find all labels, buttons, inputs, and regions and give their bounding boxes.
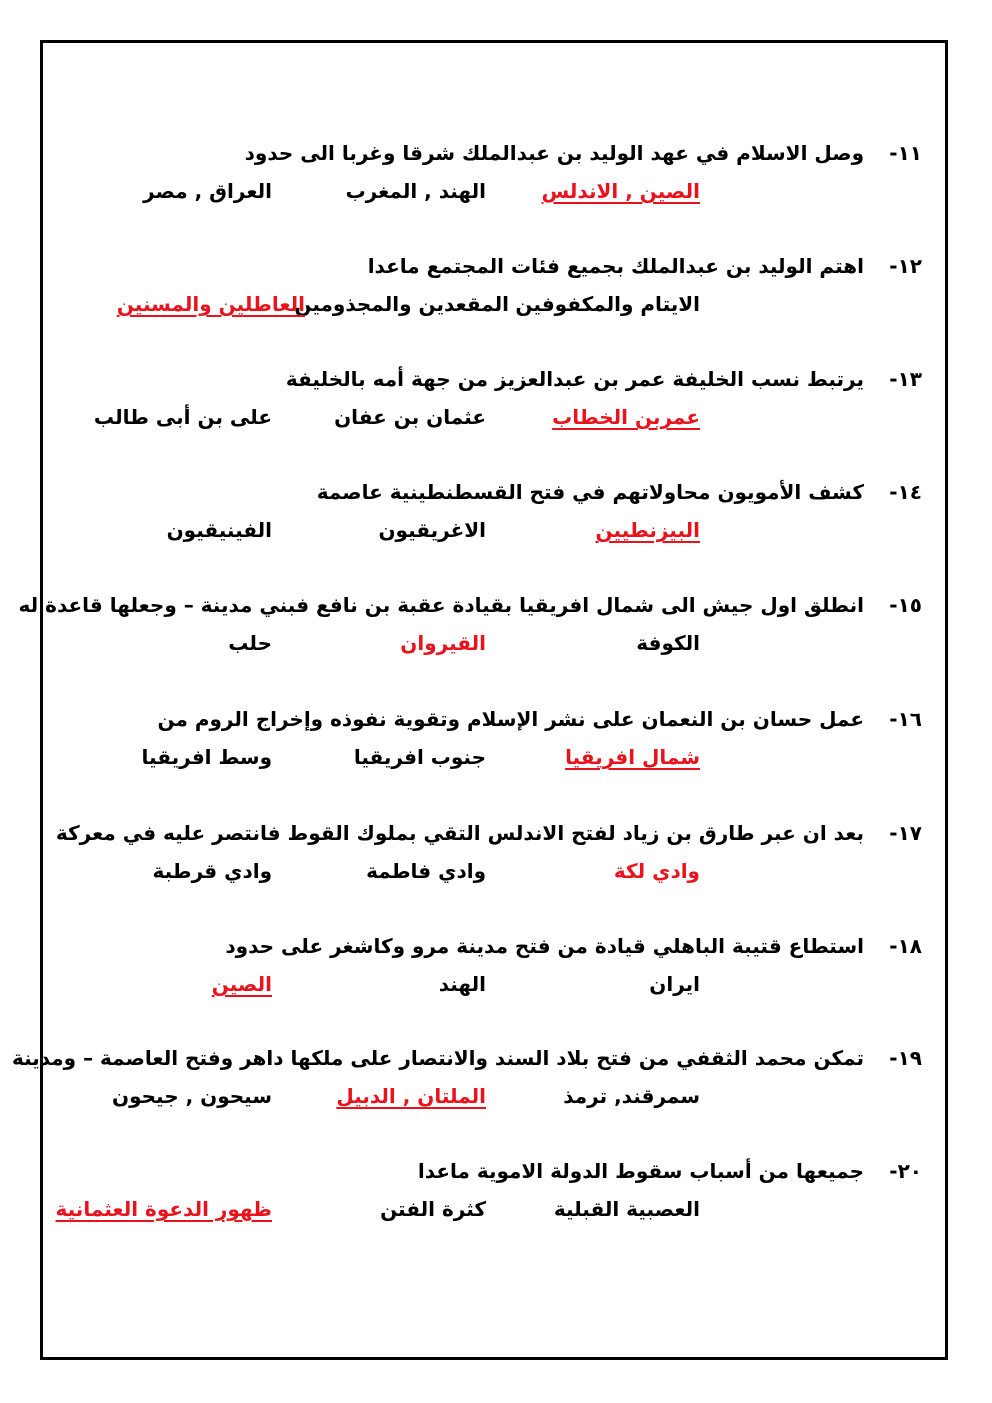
option: المقعدين والمجذومين xyxy=(294,292,509,316)
question-text: وصل الاسلام في عهد الوليد بن عبدالملك شرقا وغربا الى حدود xyxy=(244,141,864,165)
option: سمرقند, ترمذ xyxy=(563,1084,700,1108)
question-20 xyxy=(55,1156,922,1266)
question-text: كشف الأمويون محاولاتهم في فتح القسطنطينية عاصمة xyxy=(316,480,864,504)
question-stem xyxy=(19,590,922,620)
option-correct: وادي لكة xyxy=(613,859,700,883)
option: الهند xyxy=(438,972,486,996)
option: على بن أبى طالب xyxy=(93,405,272,429)
question-stem xyxy=(317,477,922,507)
option: حلب xyxy=(228,631,272,655)
option-correct: الملتان , الدبيل xyxy=(336,1084,486,1108)
option: وادي فاطمة xyxy=(366,859,486,883)
question-17 xyxy=(55,818,922,928)
question-number: ١٣- xyxy=(889,367,922,391)
question-stem xyxy=(286,364,922,394)
option: العصبية القبلية xyxy=(553,1197,700,1221)
question-number: ١٦- xyxy=(889,707,922,731)
question-stem xyxy=(157,704,922,734)
option-correct: العاطلين والمسنين xyxy=(116,292,305,316)
question-text: يرتبط نسب الخليفة عمر بن عبدالعزيز من جهة أمه بالخليفة xyxy=(285,367,864,391)
option-correct: الصين xyxy=(211,972,272,996)
option: العراق , مصر xyxy=(143,179,272,203)
question-text: اهتم الوليد بن عبدالملك بجميع فئات المجتمع ماعدا xyxy=(367,254,864,278)
question-number: ١١- xyxy=(889,141,922,165)
question-16 xyxy=(60,704,922,814)
option-correct: عمربن الخطاب xyxy=(552,405,700,429)
question-text: عمل حسان بن النعمان على نشر الإسلام وتقوية نفوذه وإخراج الروم من xyxy=(157,707,864,731)
option: جنوب افريقيا xyxy=(353,745,486,769)
question-18 xyxy=(60,931,922,1041)
question-number: ١٤- xyxy=(889,480,922,504)
question-stem xyxy=(368,251,922,281)
option: كثرة الفتن xyxy=(380,1197,486,1221)
option: الايتام والمكفوفين xyxy=(515,292,700,316)
option-correct: القيروان xyxy=(400,631,486,655)
option: الهند , المغرب xyxy=(345,179,486,203)
option: وسط افريقيا xyxy=(141,745,272,769)
question-stem xyxy=(12,1043,922,1073)
option-correct: شمال افريقيا xyxy=(565,745,700,769)
question-text: تمكن محمد الثقفي من فتح بلاد السند والانتصار على ملكها داهر وفتح العاصمة – ومدينة xyxy=(11,1046,864,1070)
option: سيحون , جيحون xyxy=(112,1084,272,1108)
option-correct: الصين , الاندلس xyxy=(541,179,700,203)
option-correct: ظهور الدعوة العثمانية xyxy=(55,1197,272,1221)
question-number: ٢٠- xyxy=(889,1159,922,1183)
question-number: ١٧- xyxy=(889,821,922,845)
question-number: ١٥- xyxy=(889,593,922,617)
question-number: ١٢- xyxy=(889,254,922,278)
option: الكوفة xyxy=(636,631,700,655)
option: عثمان بن عفان xyxy=(334,405,486,429)
question-11 xyxy=(60,138,922,248)
question-stem xyxy=(245,138,922,168)
question-14 xyxy=(60,477,922,587)
question-19 xyxy=(11,1043,922,1153)
question-stem xyxy=(418,1156,922,1186)
question-text: استطاع قتيبة الباهلي قيادة من فتح مدينة مرو وكاشغر على حدود xyxy=(225,934,864,958)
question-text: بعد ان عبر طارق بن زياد لفتح الاندلس التقي بملوك القوط فانتصر عليه في معركة xyxy=(55,821,864,845)
question-13 xyxy=(60,364,922,474)
question-text: انطلق اول جيش الى شمال افريقيا بقيادة عقبة بن نافع فبني مدينة – وجعلها قاعدة له xyxy=(18,593,864,617)
question-12 xyxy=(60,251,922,361)
option: الفينيقيون xyxy=(166,518,272,542)
option: الاغريقيون xyxy=(378,518,486,542)
question-text: جميعها من أسباب سقوط الدولة الاموية ماعدا xyxy=(417,1159,864,1183)
option: وادي قرطبة xyxy=(152,859,272,883)
question-number: ١٨- xyxy=(889,934,922,958)
question-stem xyxy=(56,818,922,848)
option: ايران xyxy=(649,972,700,996)
question-15 xyxy=(18,590,922,700)
option-correct: البيزنطيين xyxy=(595,518,700,542)
question-number: ١٩- xyxy=(889,1046,922,1070)
question-stem xyxy=(225,931,922,961)
